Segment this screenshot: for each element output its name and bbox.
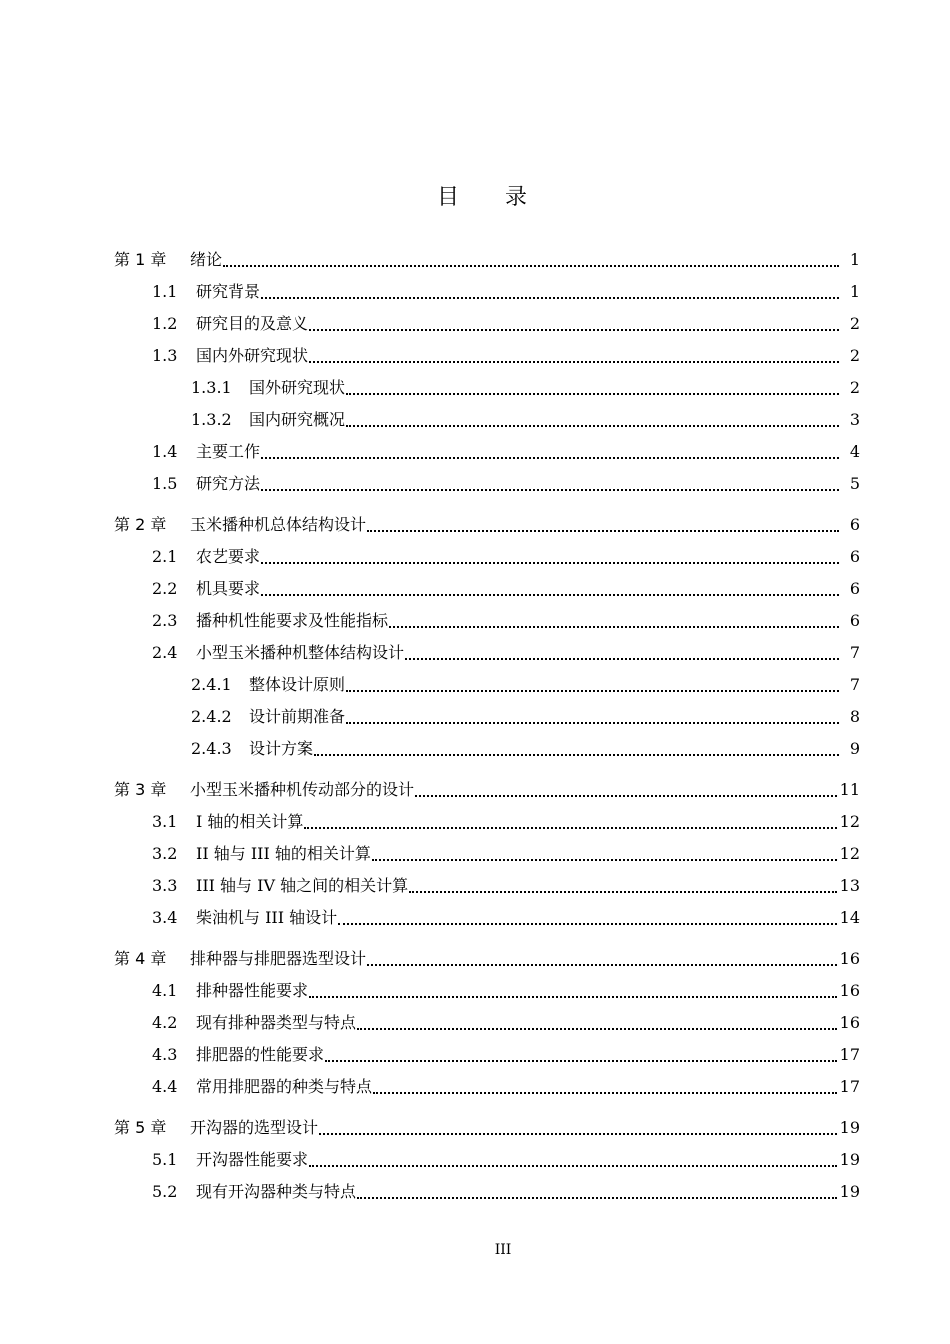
toc-entry-number: 3.2 — [152, 844, 178, 863]
dot-leader — [319, 1133, 837, 1135]
toc-entry-number: 1.5 — [152, 474, 178, 493]
dot-leader — [367, 964, 837, 966]
toc-entry-number: 2.4.2 — [191, 707, 232, 726]
toc-entry-number: 4.3 — [152, 1045, 178, 1064]
toc-entry-number: 2.4 — [152, 643, 178, 662]
toc-entry-page: 19 — [839, 1118, 860, 1137]
toc-entry-number: 4.4 — [152, 1077, 178, 1096]
toc-entry-page: 1 — [849, 282, 860, 301]
toc-entry-number: 2.4.1 — [191, 675, 232, 694]
toc-entry-number: 第 1 章 — [114, 250, 167, 269]
toc-entry-page: 19 — [839, 1150, 860, 1169]
toc-entry-number: 4.1 — [152, 981, 178, 1000]
toc-entry-number: 1.3.1 — [191, 378, 232, 397]
toc-subsection-entry[interactable] — [0, 372, 950, 404]
toc-entry-page: 5 — [849, 474, 860, 493]
dot-leader — [405, 658, 839, 660]
dot-leader — [415, 795, 837, 797]
toc-entry-title: 柴油机与 III 轴设计 — [196, 908, 338, 927]
dot-leader — [346, 722, 839, 724]
toc-entry-number: 第 4 章 — [114, 949, 167, 968]
toc-section-entry[interactable] — [0, 1039, 950, 1071]
toc-entry-page: 7 — [849, 643, 860, 662]
toc-subsection-entry[interactable] — [0, 733, 950, 765]
toc-subsection-entry[interactable] — [0, 669, 950, 701]
toc-entry-title: II 轴与 III 轴的相关计算 — [196, 844, 371, 863]
toc-entry-title: 播种机性能要求及性能指标 — [196, 611, 389, 630]
toc-entry-page: 12 — [839, 812, 860, 831]
toc-entry-title: 设计前期准备 — [249, 707, 346, 726]
dot-leader — [309, 996, 837, 998]
toc-entry-number: 1.3 — [152, 346, 178, 365]
toc-entry-title: 开沟器性能要求 — [196, 1150, 309, 1169]
toc-section-entry[interactable] — [0, 276, 950, 308]
toc-chapter-entry[interactable] — [0, 1112, 950, 1144]
toc-entry-title: 主要工作 — [196, 442, 261, 461]
toc-entry-number: 2.3 — [152, 611, 178, 630]
toc-subsection-entry[interactable] — [0, 701, 950, 733]
toc-entry-number: 5.1 — [152, 1150, 178, 1169]
toc-entry-title: 排肥器的性能要求 — [196, 1045, 325, 1064]
toc-entry-title: 设计方案 — [249, 739, 314, 758]
toc-section-entry[interactable] — [0, 1007, 950, 1039]
dot-leader — [309, 329, 839, 331]
dot-leader — [314, 754, 839, 756]
dot-leader — [309, 1165, 837, 1167]
table-of-contents — [0, 244, 950, 1208]
toc-entry-page: 6 — [849, 611, 860, 630]
toc-entry-page: 6 — [849, 579, 860, 598]
toc-chapter-entry[interactable] — [0, 943, 950, 975]
toc-section-entry[interactable] — [0, 340, 950, 372]
toc-section-entry[interactable] — [0, 605, 950, 637]
toc-entry-number: 1.2 — [152, 314, 178, 333]
toc-entry-title: 玉米播种机总体结构设计 — [190, 515, 367, 534]
toc-entry-number: 1.1 — [152, 282, 178, 301]
toc-entry-title: 小型玉米播种机传动部分的设计 — [190, 780, 415, 799]
dot-leader — [261, 297, 839, 299]
toc-entry-number: 2.4.3 — [191, 739, 232, 758]
toc-entry-title: 国内研究概况 — [249, 410, 346, 429]
toc-entry-page: 1 — [849, 250, 860, 269]
toc-chapter-entry[interactable] — [0, 774, 950, 806]
toc-subsection-entry[interactable] — [0, 404, 950, 436]
toc-entry-title: 开沟器的选型设计 — [190, 1118, 319, 1137]
dot-leader — [372, 859, 837, 861]
dot-leader — [357, 1028, 837, 1030]
toc-section-entry[interactable] — [0, 1071, 950, 1103]
toc-entry-page: 2 — [849, 314, 860, 333]
toc-entry-page: 9 — [849, 739, 860, 758]
dot-leader — [261, 594, 839, 596]
toc-entry-page: 17 — [839, 1045, 860, 1064]
toc-entry-page: 17 — [839, 1077, 860, 1096]
toc-entry-page: 6 — [849, 547, 860, 566]
toc-entry-page: 14 — [839, 908, 860, 927]
toc-entry-number: 3.1 — [152, 812, 178, 831]
dot-leader — [223, 265, 839, 267]
toc-entry-page: 7 — [849, 675, 860, 694]
toc-section-entry[interactable] — [0, 838, 950, 870]
toc-section-entry[interactable] — [0, 573, 950, 605]
dot-leader — [357, 1197, 837, 1199]
toc-entry-title: 国内外研究现状 — [196, 346, 309, 365]
toc-section-entry[interactable] — [0, 541, 950, 573]
toc-entry-title: 国外研究现状 — [249, 378, 346, 397]
toc-entry-page: 16 — [839, 1013, 860, 1032]
toc-entry-number: 第 5 章 — [114, 1118, 167, 1137]
toc-entry-page: 3 — [849, 410, 860, 429]
toc-entry-page: 4 — [849, 442, 860, 461]
dot-leader — [346, 393, 839, 395]
toc-section-entry[interactable] — [0, 1144, 950, 1176]
toc-section-entry[interactable] — [0, 308, 950, 340]
toc-section-entry[interactable] — [0, 975, 950, 1007]
toc-chapter-entry[interactable] — [0, 509, 950, 541]
toc-entry-title: 机具要求 — [196, 579, 261, 598]
dot-leader — [325, 1060, 837, 1062]
toc-entry-page: 2 — [849, 378, 860, 397]
toc-entry-number: 第 3 章 — [114, 780, 167, 799]
toc-entry-number: 4.2 — [152, 1013, 178, 1032]
toc-entry-title: 整体设计原则 — [249, 675, 346, 694]
toc-entry-title: 现有排种器类型与特点 — [196, 1013, 357, 1032]
dot-leader — [309, 361, 839, 363]
toc-entry-title: III 轴与 IV 轴之间的相关计算 — [196, 876, 409, 895]
toc-entry-title: 绪论 — [190, 250, 223, 269]
toc-entry-number: 1.3.2 — [191, 410, 232, 429]
toc-entry-number: 1.4 — [152, 442, 178, 461]
toc-entry-title: 研究目的及意义 — [196, 314, 309, 333]
toc-entry-page: 11 — [839, 780, 860, 799]
toc-entry-page: 8 — [849, 707, 860, 726]
dot-leader — [409, 891, 837, 893]
dot-leader — [338, 923, 837, 925]
dot-leader — [367, 530, 839, 532]
toc-section-entry[interactable] — [0, 468, 950, 500]
dot-leader — [261, 489, 839, 491]
toc-entry-number: 第 2 章 — [114, 515, 167, 534]
toc-section-entry[interactable] — [0, 1176, 950, 1208]
toc-entry-title: 研究背景 — [196, 282, 261, 301]
toc-entry-title: 现有开沟器种类与特点 — [196, 1182, 357, 1201]
toc-entry-page: 16 — [839, 949, 860, 968]
dot-leader — [346, 425, 839, 427]
toc-entry-page: 12 — [839, 844, 860, 863]
toc-section-entry[interactable] — [0, 436, 950, 468]
dot-leader — [261, 562, 839, 564]
toc-entry-title: I 轴的相关计算 — [196, 812, 304, 831]
dot-leader — [373, 1092, 837, 1094]
toc-section-entry[interactable] — [0, 637, 950, 669]
page-number: III — [494, 1242, 512, 1258]
dot-leader — [389, 626, 839, 628]
toc-entry-page: 6 — [849, 515, 860, 534]
toc-entry-title: 农艺要求 — [196, 547, 261, 566]
toc-entry-title: 排种器与排肥器选型设计 — [190, 949, 367, 968]
toc-entry-title: 研究方法 — [196, 474, 261, 493]
dot-leader — [304, 827, 837, 829]
dot-leader — [261, 457, 839, 459]
toc-section-entry[interactable] — [0, 870, 950, 902]
toc-section-entry[interactable] — [0, 902, 950, 934]
toc-entry-number: 3.3 — [152, 876, 178, 895]
toc-entry-number: 2.1 — [152, 547, 178, 566]
toc-entry-page: 19 — [839, 1182, 860, 1201]
toc-entry-title: 小型玉米播种机整体结构设计 — [196, 643, 405, 662]
toc-entry-number: 5.2 — [152, 1182, 178, 1201]
toc-entry-number: 2.2 — [152, 579, 178, 598]
toc-entry-page: 13 — [839, 876, 860, 895]
toc-entry-page: 16 — [839, 981, 860, 1000]
toc-entry-number: 3.4 — [152, 908, 178, 927]
toc-entry-title: 排种器性能要求 — [196, 981, 309, 1000]
toc-entry-title: 常用排肥器的种类与特点 — [196, 1077, 373, 1096]
page-title: 目录 — [436, 185, 573, 210]
dot-leader — [346, 690, 839, 692]
toc-chapter-entry[interactable] — [0, 244, 950, 276]
toc-section-entry[interactable] — [0, 806, 950, 838]
toc-entry-page: 2 — [849, 346, 860, 365]
